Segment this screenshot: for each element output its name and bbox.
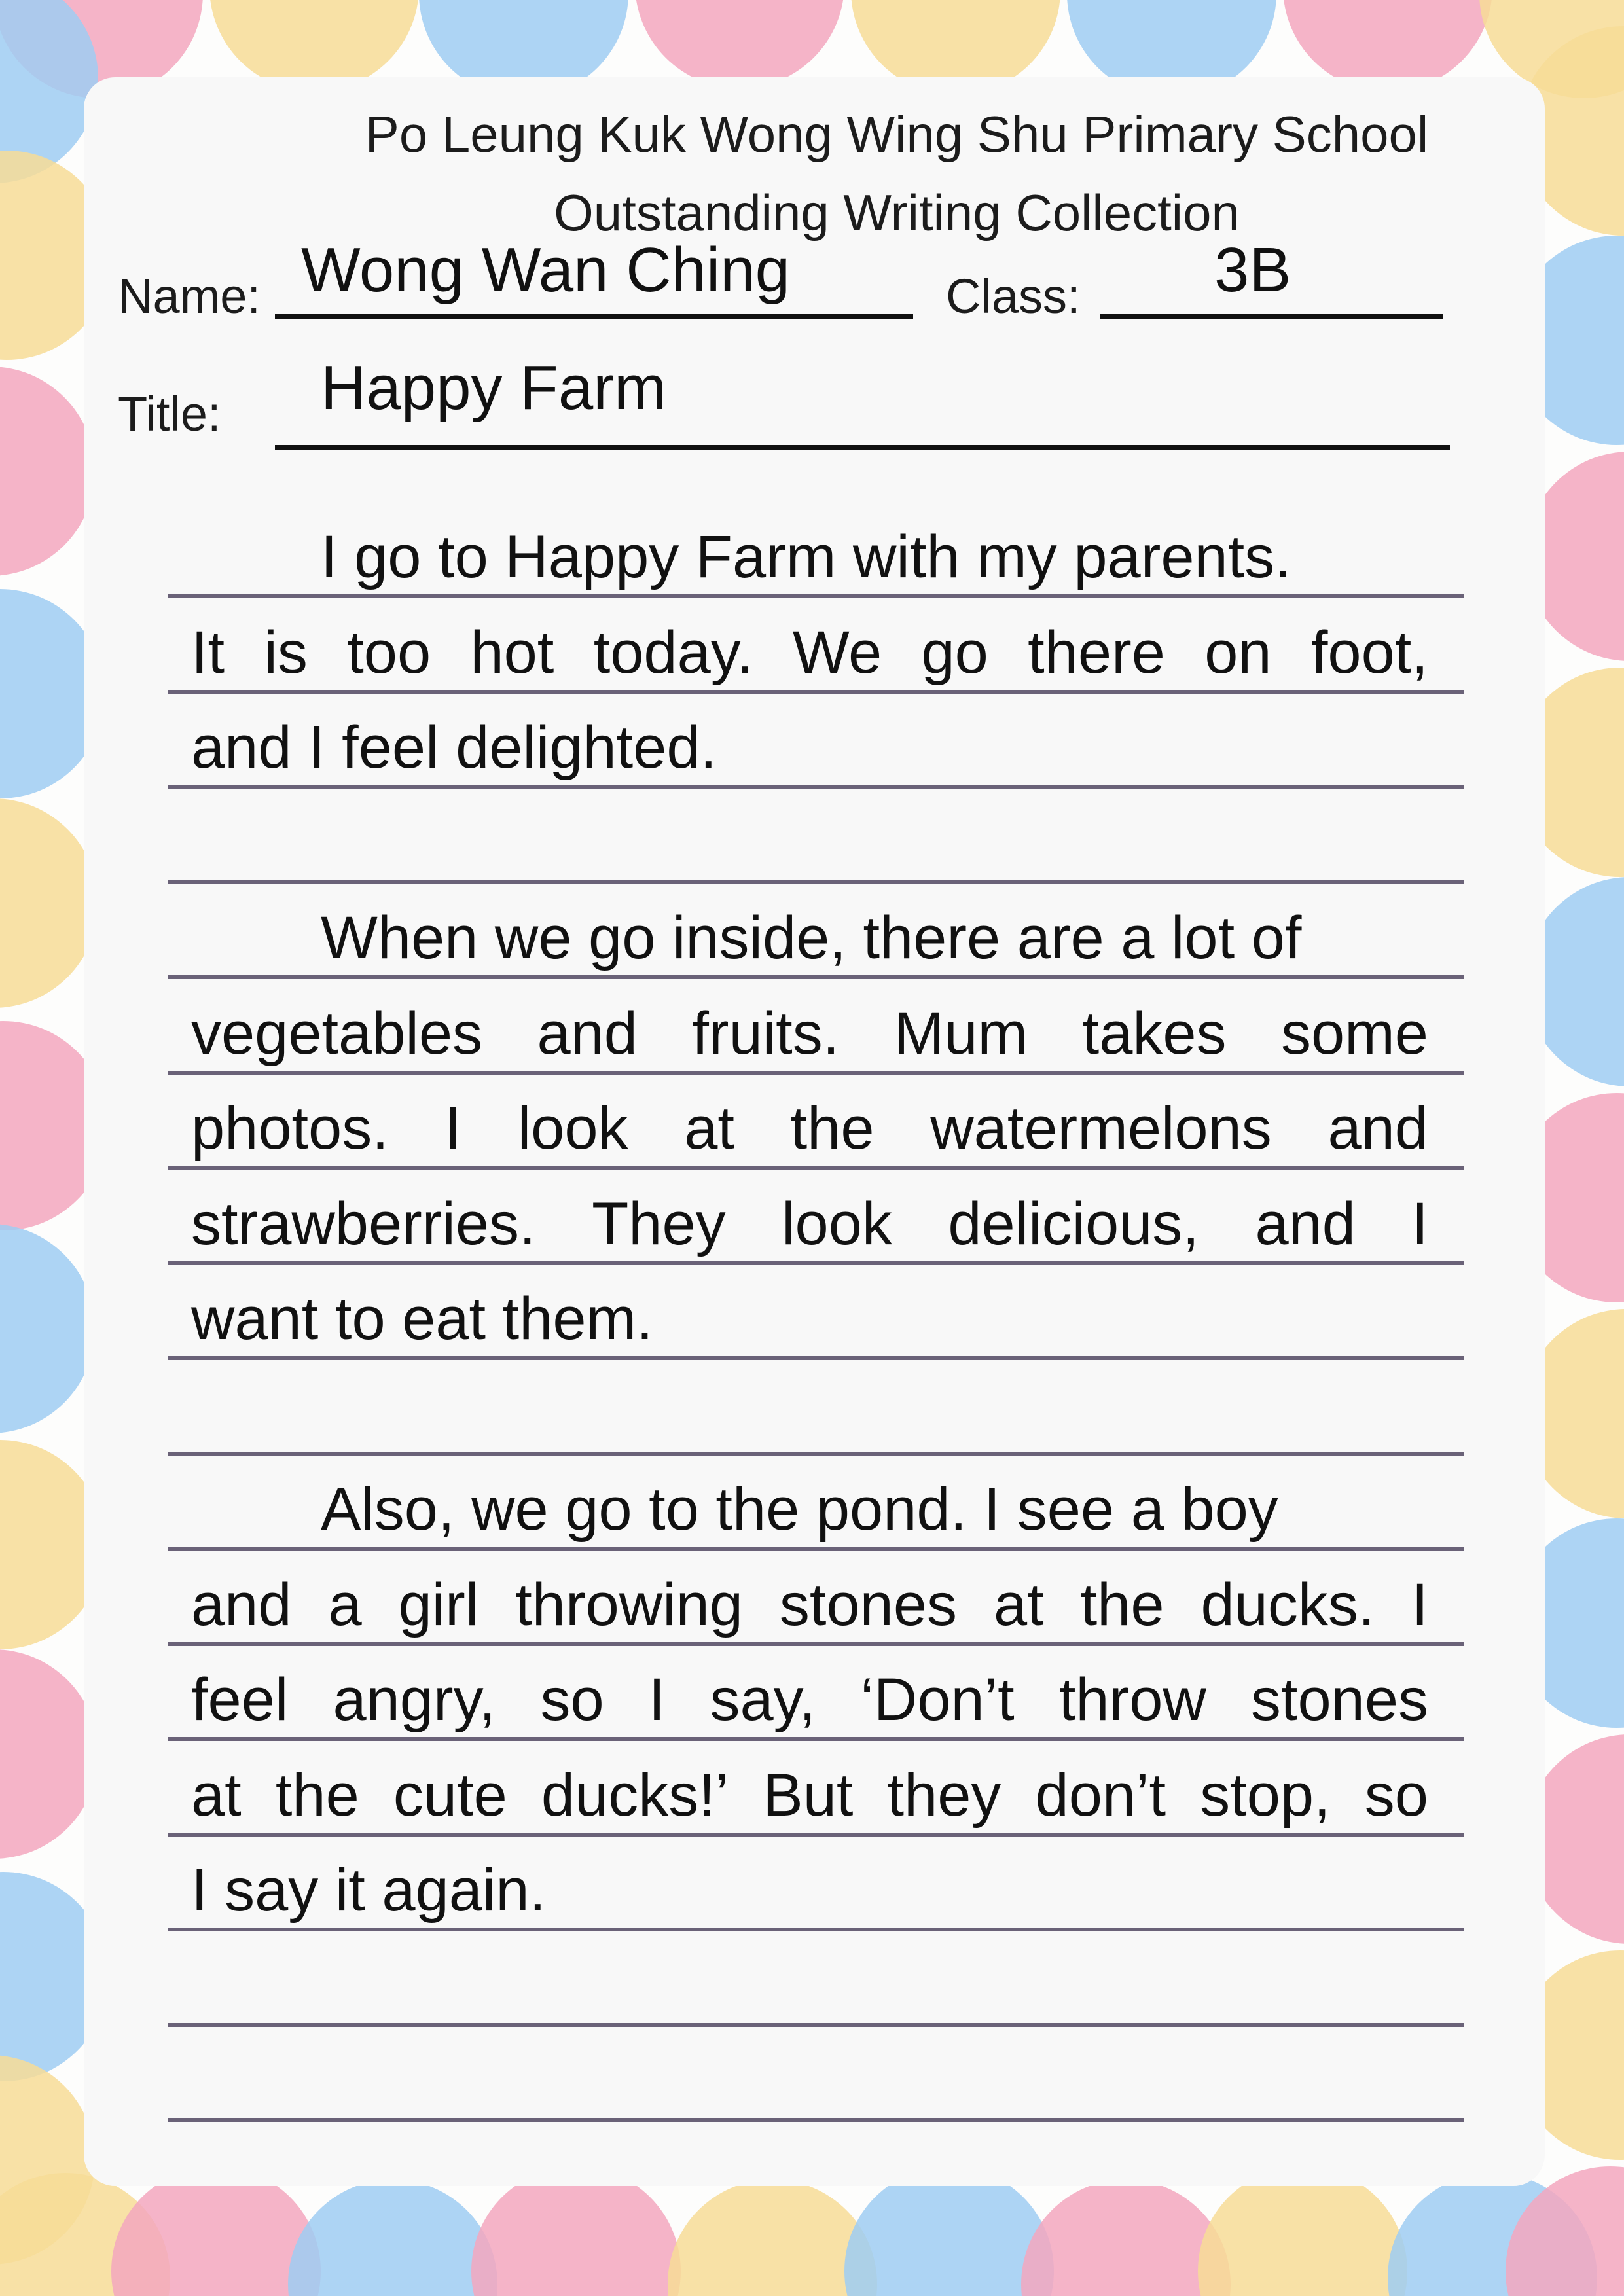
ruled-line [168,2023,1464,2027]
composition-line: want to eat them. [191,1285,653,1352]
composition-line: I go to Happy Farm with my parents. [321,524,1291,590]
word: angry, [333,1666,496,1733]
word: is [264,619,308,686]
word: and [1327,1095,1428,1162]
word: strawberries. [191,1191,536,1257]
composition-line [191,1378,1428,1450]
word: hot [470,619,554,686]
composition-line: I say it again. [191,1857,547,1924]
word: too [347,619,431,686]
word: the [790,1095,875,1162]
ruled-line [168,2118,1464,2122]
collection-title: Outstanding Writing Collection [554,184,1240,242]
word: throw [1058,1666,1206,1733]
word: stones [1250,1666,1428,1733]
title-value: Happy Farm [321,353,667,423]
composition-line: and I feel delighted. [191,714,717,781]
word: so [540,1666,604,1733]
word: vegetables [191,1000,482,1067]
word: They [592,1191,726,1257]
composition-line [191,1092,1428,1164]
watercolor-dot [288,2179,497,2296]
word: We [792,619,882,686]
name-label: Name: [118,269,261,323]
word: feel [191,1666,289,1733]
title-label: Title: [118,387,221,441]
word: photos. [191,1095,389,1162]
composition-line [191,1664,1428,1736]
ruled-line [168,1737,1464,1741]
composition-line [191,1569,1428,1641]
composition-line [191,617,1428,689]
word: a [328,1571,362,1638]
word: cute [393,1762,507,1829]
word: I [1411,1191,1428,1257]
word: I [444,1095,462,1162]
class-underline [1100,314,1443,319]
composition-line [191,2045,1428,2117]
word: go [921,619,988,686]
word: some [1280,1000,1428,1067]
word: ducks. [1200,1571,1375,1638]
word: the [1080,1571,1164,1638]
word: look [782,1191,892,1257]
composition-line [191,1950,1428,2022]
ruled-line [168,1833,1464,1837]
word: foot, [1310,619,1428,686]
ruled-line [168,594,1464,598]
word: I [1411,1571,1428,1638]
ruled-line [168,785,1464,789]
composition-line: When we go inside, there are a lot of [321,905,1302,971]
name-underline [275,314,913,319]
ruled-line [168,1642,1464,1646]
ruled-line [168,1547,1464,1551]
title-underline [275,445,1450,450]
ruled-line [168,1928,1464,1931]
word: ducks!’ [541,1762,729,1829]
ruled-line [168,1356,1464,1360]
composition-line: Also, we go to the pond. I see a boy [321,1476,1278,1543]
class-label: Class: [946,269,1081,323]
composition-line [191,807,1428,879]
ruled-line [168,1261,1464,1265]
word: delicious, [948,1191,1199,1257]
watercolor-dot [635,0,844,88]
word: Mum [893,1000,1028,1067]
word: so [1364,1762,1428,1829]
word: fruits. [692,1000,840,1067]
word: girl [398,1571,479,1638]
ruled-line [168,1166,1464,1170]
ruled-line [168,880,1464,884]
composition-line [191,1188,1428,1260]
word: don’t [1035,1762,1166,1829]
word: on [1204,619,1272,686]
word: throwing [515,1571,743,1638]
word: It [191,619,225,686]
word: ‘Don’t [860,1666,1015,1733]
ruled-line [168,975,1464,979]
ruled-line [168,1452,1464,1456]
word: there [1028,619,1165,686]
ruled-line [168,1071,1464,1075]
watercolor-dot [0,1224,95,1433]
word: stop, [1200,1762,1331,1829]
word: takes [1082,1000,1227,1067]
watercolor-dot [0,367,95,576]
name-value: Wong Wan Ching [301,235,791,305]
word: the [275,1762,359,1829]
word: and [1255,1191,1356,1257]
word: at [684,1095,734,1162]
composition-line [191,1759,1428,1831]
word: at [993,1571,1044,1638]
ruled-line [168,690,1464,694]
class-value: 3B [1214,235,1291,305]
word: look [517,1095,628,1162]
word: say, [710,1666,816,1733]
word: I [648,1666,666,1733]
word: and [191,1571,292,1638]
word: at [191,1762,242,1829]
word: stones [779,1571,957,1638]
word: they [887,1762,1001,1829]
word: watermelons [930,1095,1272,1162]
word: today. [593,619,753,686]
word: But [763,1762,854,1829]
composition-line [191,997,1428,1069]
word: and [537,1000,638,1067]
school-name: Po Leung Kuk Wong Wing Shu Primary School [365,105,1429,163]
